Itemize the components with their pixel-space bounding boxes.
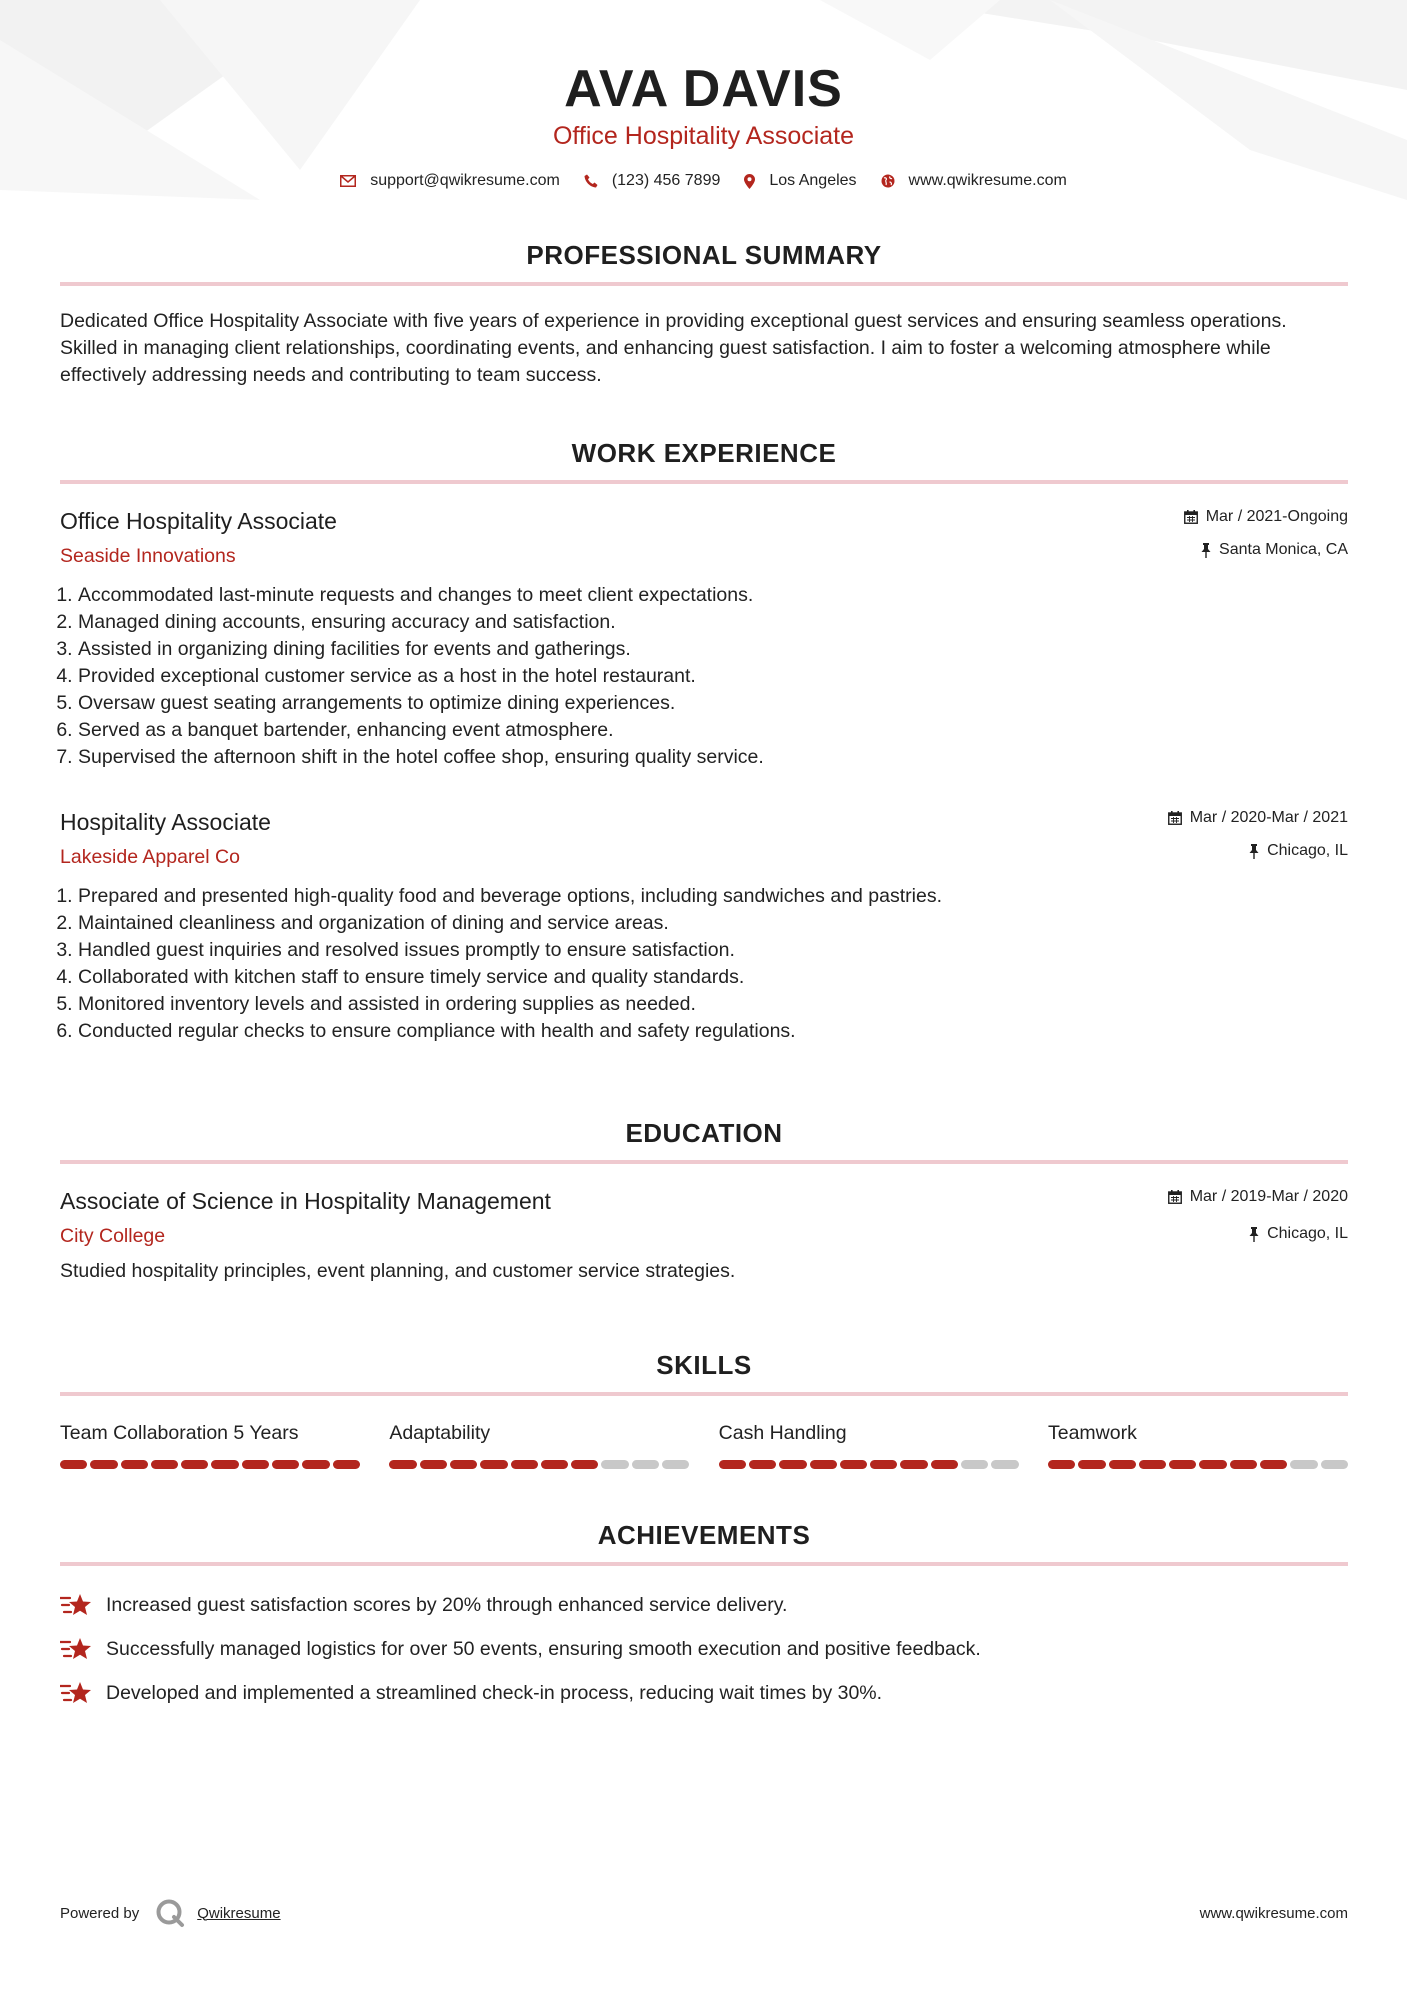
skills-section bbox=[60, 1348, 1348, 1396]
skill-level-segment bbox=[1230, 1460, 1257, 1469]
section-divider bbox=[60, 1160, 1348, 1164]
email-text: support@qwikresume.com bbox=[370, 172, 560, 189]
education-dates-text: Mar / 2019-Mar / 2020 bbox=[1189, 1188, 1348, 1205]
achievement-text: Successfully managed logistics for over 50 events, ensuring smooth execution and positive feedback. bbox=[106, 1637, 981, 1660]
job-entry bbox=[60, 807, 1348, 1045]
skill-level-segment bbox=[870, 1460, 897, 1469]
skill-label: Team Collaboration 5 Years bbox=[60, 1422, 299, 1444]
list-item: 3. Handled guest inquiries and resolved issues promptly to ensure satisfaction. bbox=[78, 937, 1348, 964]
achievement-item bbox=[60, 1671, 1348, 1715]
skill-level-segment bbox=[961, 1460, 988, 1469]
skill-level-segment bbox=[242, 1460, 269, 1469]
skill-item bbox=[719, 1420, 1019, 1469]
job-company: Lakeside Apparel Co bbox=[60, 846, 240, 868]
section-divider bbox=[60, 480, 1348, 484]
achievement-item bbox=[60, 1583, 1348, 1627]
skill-level-segment bbox=[1199, 1460, 1226, 1469]
skill-level-segment bbox=[272, 1460, 299, 1469]
skill-level-segment bbox=[1260, 1460, 1287, 1469]
education-description: Studied hospitality principles, event planning, and customer service strategies. bbox=[60, 1260, 736, 1282]
skill-level-segment bbox=[1048, 1460, 1075, 1469]
section-divider bbox=[60, 282, 1348, 286]
skill-level-bar bbox=[389, 1460, 689, 1469]
skills-list bbox=[60, 1420, 1348, 1469]
skill-level-segment bbox=[151, 1460, 178, 1469]
education-location bbox=[1168, 1223, 1348, 1245]
skill-level-segment bbox=[1169, 1460, 1196, 1469]
achievement-text: Developed and implemented a streamlined check-in process, reducing wait times by 30%. bbox=[106, 1681, 883, 1704]
skill-level-bar bbox=[1048, 1460, 1348, 1469]
achievement-text: Increased guest satisfaction scores by 20% through enhanced service delivery. bbox=[106, 1593, 788, 1616]
education-section bbox=[60, 1116, 1348, 1164]
skill-level-segment bbox=[779, 1460, 806, 1469]
skill-level-segment bbox=[60, 1460, 87, 1469]
skill-item bbox=[60, 1420, 360, 1469]
job-role: Hospitality Associate bbox=[60, 809, 271, 835]
job-responsibilities bbox=[60, 582, 1348, 771]
contact-location bbox=[744, 172, 856, 190]
skill-level-segment bbox=[1321, 1460, 1348, 1469]
job-dates bbox=[1168, 807, 1348, 829]
list-item: 1. Accommodated last-minute requests and changes to meet client expectations. bbox=[78, 582, 1348, 609]
envelope-icon bbox=[340, 175, 356, 187]
list-item: 6. Served as a banquet bartender, enhancing event atmosphere. bbox=[78, 717, 1348, 744]
education-meta bbox=[1168, 1186, 1348, 1245]
skill-level-segment bbox=[810, 1460, 837, 1469]
list-item: 5. Monitored inventory levels and assisted in ordering supplies as needed. bbox=[78, 991, 1348, 1018]
skill-item bbox=[1048, 1420, 1348, 1469]
education-entry bbox=[60, 1186, 1348, 1285]
contact-bar bbox=[0, 172, 1407, 190]
skill-level-segment bbox=[181, 1460, 208, 1469]
education-heading: EDUCATION bbox=[625, 1118, 783, 1148]
skill-level-segment bbox=[719, 1460, 746, 1469]
skill-label: Teamwork bbox=[1047, 1422, 1137, 1444]
job-location bbox=[1184, 539, 1348, 561]
candidate-title: Office Hospitality Associate bbox=[552, 122, 855, 150]
calendar-icon bbox=[1168, 811, 1182, 825]
job-entry bbox=[60, 506, 1348, 771]
summary-text: Dedicated Office Hospitality Associate with five years of experience in providing exceptional guest services and ensuring seamless operations. Skilled in managing client relationships, coordinating events, and enhancing guest satisfaction. I aim to foster a welcoming atmosphere while effectively addressing needs and contributing to team success. bbox=[60, 310, 1287, 386]
skill-level-segment bbox=[420, 1460, 447, 1469]
pushpin-icon bbox=[1201, 543, 1211, 558]
list-item: 7. Supervised the afternoon shift in the hotel coffee shop, ensuring quality service. bbox=[78, 744, 1348, 771]
school-name: City College bbox=[60, 1225, 166, 1247]
job-location bbox=[1168, 840, 1348, 862]
candidate-name: AVA DAVIS bbox=[564, 60, 843, 118]
skill-label: Adaptability bbox=[389, 1422, 491, 1444]
map-pin-icon bbox=[744, 174, 755, 189]
skill-level-segment bbox=[333, 1460, 360, 1469]
job-meta bbox=[1168, 807, 1348, 862]
skill-item bbox=[389, 1420, 689, 1469]
degree-title: Associate of Science in Hospitality Management bbox=[60, 1188, 551, 1214]
job-location-text: Chicago, IL bbox=[1267, 842, 1348, 859]
job-dates-text: Mar / 2020-Mar / 2021 bbox=[1189, 809, 1348, 826]
skill-level-segment bbox=[302, 1460, 329, 1469]
phone-icon bbox=[584, 174, 598, 188]
globe-icon bbox=[881, 174, 895, 188]
contact-website[interactable] bbox=[881, 172, 1067, 190]
list-item: 4. Provided exceptional customer service as a host in the hotel restaurant. bbox=[78, 663, 1348, 690]
experience-heading: WORK EXPERIENCE bbox=[571, 438, 837, 468]
page-footer bbox=[60, 1898, 1348, 1928]
skill-level-segment bbox=[1290, 1460, 1317, 1469]
skill-level-segment bbox=[1139, 1460, 1166, 1469]
skill-label: Cash Handling bbox=[718, 1422, 847, 1444]
job-dates bbox=[1184, 506, 1348, 528]
contact-email[interactable] bbox=[340, 172, 560, 190]
contact-phone[interactable] bbox=[584, 172, 721, 190]
list-item: 2. Managed dining accounts, ensuring accuracy and satisfaction. bbox=[78, 609, 1348, 636]
skill-level-segment bbox=[840, 1460, 867, 1469]
location-text: Los Angeles bbox=[769, 172, 857, 189]
skill-level-segment bbox=[632, 1460, 659, 1469]
calendar-icon bbox=[1184, 510, 1198, 524]
achievements-section bbox=[60, 1518, 1348, 1566]
job-dates-text: Mar / 2021-Ongoing bbox=[1205, 508, 1348, 525]
list-item: 1. Prepared and presented high-quality food and beverage options, including sandwiches and pastries. bbox=[78, 883, 1348, 910]
shooting-star-icon bbox=[60, 1592, 92, 1618]
skills-heading: SKILLS bbox=[656, 1350, 752, 1380]
list-item: 6. Conducted regular checks to ensure compliance with health and safety regulations. bbox=[78, 1018, 1348, 1045]
skill-level-segment bbox=[900, 1460, 927, 1469]
section-divider bbox=[60, 1562, 1348, 1566]
footer-branding bbox=[60, 1898, 281, 1928]
job-company: Seaside Innovations bbox=[60, 545, 236, 567]
experience-section bbox=[60, 436, 1348, 484]
skill-level-segment bbox=[1109, 1460, 1136, 1469]
skill-level-segment bbox=[1078, 1460, 1105, 1469]
resume-header bbox=[0, 58, 1407, 152]
skill-level-segment bbox=[662, 1460, 689, 1469]
calendar-icon bbox=[1168, 1190, 1182, 1204]
section-divider bbox=[60, 1392, 1348, 1396]
education-dates bbox=[1168, 1186, 1348, 1208]
skill-level-segment bbox=[90, 1460, 117, 1469]
skill-level-segment bbox=[121, 1460, 148, 1469]
achievements-heading: ACHIEVEMENTS bbox=[597, 1520, 811, 1550]
skill-level-segment bbox=[480, 1460, 507, 1469]
website-text: www.qwikresume.com bbox=[908, 172, 1067, 189]
summary-heading: PROFESSIONAL SUMMARY bbox=[526, 240, 882, 270]
phone-text: (123) 456 7899 bbox=[611, 172, 721, 189]
skill-level-segment bbox=[541, 1460, 568, 1469]
skill-level-bar bbox=[719, 1460, 1019, 1469]
list-item: 2. Maintained cleanliness and organization of dining and service areas. bbox=[78, 910, 1348, 937]
achievements-list bbox=[60, 1583, 1348, 1715]
skill-level-segment bbox=[511, 1460, 538, 1469]
skill-level-segment bbox=[571, 1460, 598, 1469]
job-meta bbox=[1184, 506, 1348, 561]
list-item: 4. Collaborated with kitchen staff to ensure timely service and quality standards. bbox=[78, 964, 1348, 991]
skill-level-segment bbox=[389, 1460, 416, 1469]
shooting-star-icon bbox=[60, 1636, 92, 1662]
job-role: Office Hospitality Associate bbox=[60, 508, 337, 534]
skill-level-segment bbox=[749, 1460, 776, 1469]
list-item: 5. Oversaw guest seating arrangements to optimize dining experiences. bbox=[78, 690, 1348, 717]
qwikresume-logo-icon bbox=[155, 1898, 185, 1928]
achievement-item bbox=[60, 1627, 1348, 1671]
shooting-star-icon bbox=[60, 1680, 92, 1706]
powered-by-label: Powered by bbox=[60, 1904, 140, 1922]
education-location-text: Chicago, IL bbox=[1267, 1225, 1348, 1242]
summary-section bbox=[60, 238, 1348, 389]
skill-level-segment bbox=[991, 1460, 1018, 1469]
skill-level-segment bbox=[450, 1460, 477, 1469]
skill-level-bar bbox=[60, 1460, 360, 1469]
job-responsibilities bbox=[60, 883, 1348, 1045]
pushpin-icon bbox=[1249, 1227, 1259, 1242]
list-item: 3. Assisted in organizing dining facilities for events and gatherings. bbox=[78, 636, 1348, 663]
footer-website-link[interactable]: www.qwikresume.com bbox=[1199, 1904, 1348, 1922]
job-location-text: Santa Monica, CA bbox=[1219, 541, 1348, 558]
skill-level-segment bbox=[931, 1460, 958, 1469]
footer-brand-link[interactable]: Qwikresume bbox=[197, 1904, 281, 1922]
skill-level-segment bbox=[601, 1460, 628, 1469]
pushpin-icon bbox=[1249, 844, 1259, 859]
skill-level-segment bbox=[211, 1460, 238, 1469]
